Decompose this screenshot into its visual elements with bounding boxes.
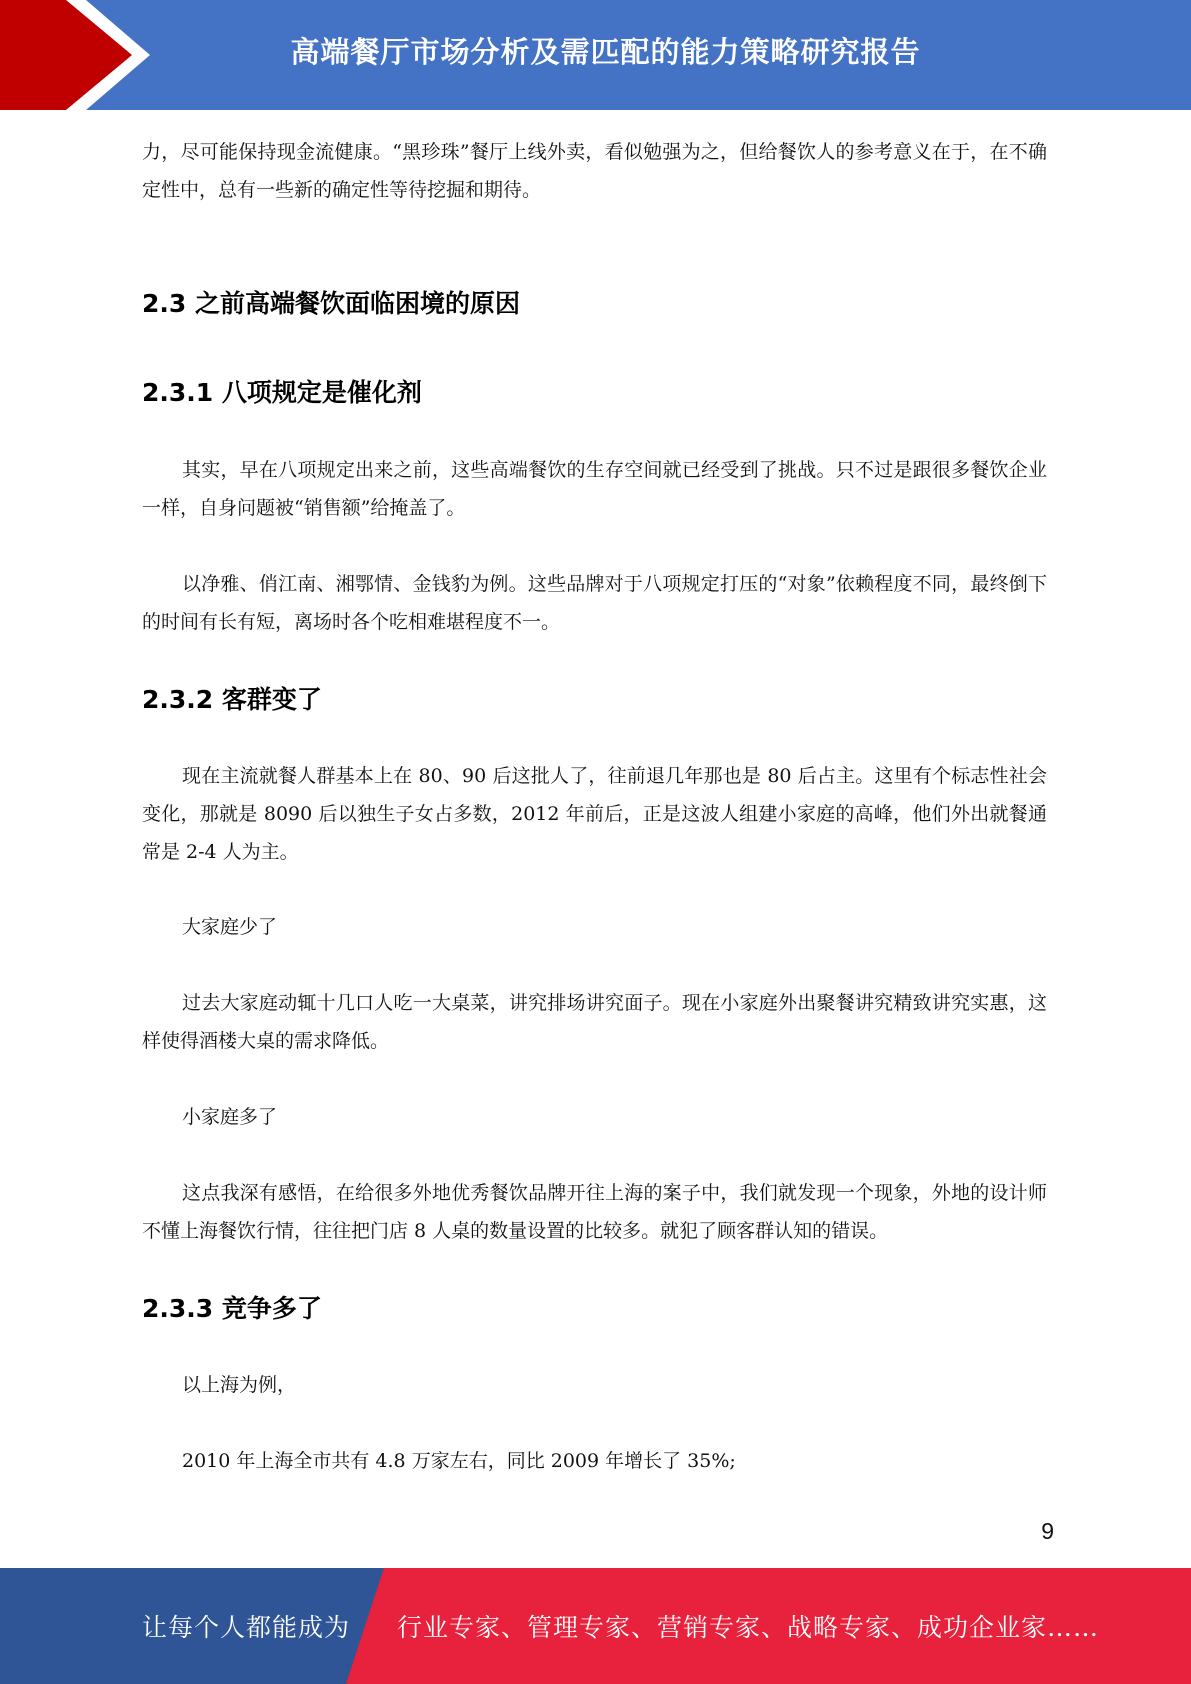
- page-number: 9: [1041, 1518, 1054, 1544]
- section-heading-2-3-1: 2.3.1 八项规定是催化剂: [142, 378, 422, 407]
- page-header: [0, 0, 1191, 110]
- paragraph: 现在主流就餐人群基本上在 80、90 后这批人了，往前退几年那也是 80 后占主。这里有个标志性社会变化，那就是 8090 后以独生子女占多数，2012 年前后，正是这波人组建小家庭的高峰，他们外出就餐通常是 2-4 人为主。: [142, 765, 1047, 863]
- page-footer: [0, 1568, 1191, 1684]
- paragraph: 以上海为例，: [182, 1374, 297, 1396]
- paragraph: 小家庭多了: [182, 1106, 278, 1128]
- section-heading-2-3-2: 2.3.2 客群变了: [142, 685, 322, 714]
- paragraph: 过去大家庭动辄十几口人吃一大桌菜，讲究排场讲究面子。现在小家庭外出聚餐讲究精致讲究实惠，这样使得酒楼大桌的需求降低。: [142, 992, 1047, 1052]
- section-heading-2-3-3: 2.3.3 竞争多了: [142, 1294, 322, 1323]
- paragraph: 这点我深有感悟，在给很多外地优秀餐饮品牌开往上海的案子中，我们就发现一个现象，外地的设计师不懂上海餐饮行情，往往把门店 8 人桌的数量设置的比较多。就犯了顾客群认知的错误。: [142, 1182, 1047, 1242]
- paragraph: 大家庭少了: [182, 916, 278, 938]
- section-heading-2-3: 2.3 之前高端餐饮面临困境的原因: [142, 289, 520, 318]
- footer-slogan-right: 行业专家、管理专家、营销专家、战略专家、成功企业家……: [397, 1613, 1100, 1642]
- paragraph: 其实，早在八项规定出来之前，这些高端餐饮的生存空间就已经受到了挑战。只不过是跟很多餐饮企业一样，自身问题被“销售额”给掩盖了。: [142, 459, 1047, 519]
- paragraph: 2010 年上海全市共有 4.8 万家左右，同比 2009 年增长了 35%;: [182, 1450, 736, 1472]
- paragraph: 以净雅、俏江南、湘鄂情、金钱豹为例。这些品牌对于八项规定打压的“对象”依赖程度不同，最终倒下的时间有长有短，离场时各个吃相难堪程度不一。: [142, 573, 1047, 633]
- footer-slogan-left: 让每个人都能成为: [142, 1613, 351, 1642]
- paragraph-continued: 力，尽可能保持现金流健康。“黑珍珠”餐厅上线外卖，看似勉强为之，但给餐饮人的参考意义在于，在不确定性中，总有一些新的确定性等待挖掘和期待。: [142, 141, 1047, 201]
- report-title: 高端餐厅市场分析及需匹配的能力策略研究报告: [290, 34, 921, 69]
